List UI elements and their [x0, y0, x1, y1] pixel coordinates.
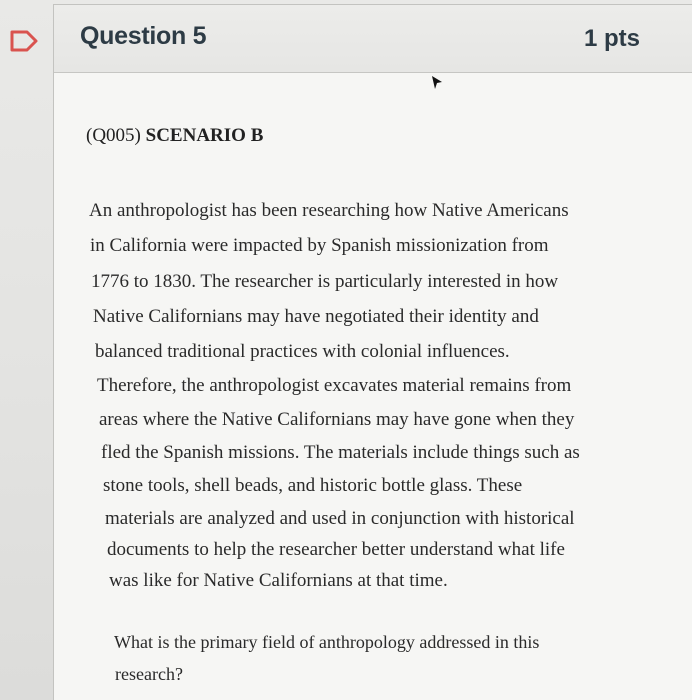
passage-line: Therefore, the anthropologist excavates material remains from: [97, 375, 572, 396]
passage-line: Native Californians may have negotiated their identity and: [93, 306, 539, 327]
bookmark-flag-icon[interactable]: [9, 29, 39, 53]
question-prompt-line: What is the primary field of anthropology addressed in this: [114, 632, 540, 652]
passage-line: areas where the Native Californians may have gone when they: [99, 409, 575, 430]
passage-line: 1776 to 1830. The researcher is particularly interested in how: [91, 271, 559, 292]
scenario-heading: [86, 125, 263, 147]
scenario-code: (Q005): [86, 125, 141, 146]
passage-line: stone tools, shell beads, and historic bottle glass. These: [103, 475, 523, 496]
passage-line: was like for Native Californians at that time.: [109, 570, 448, 591]
passage-line: materials are analyzed and used in conjunction with historical: [105, 508, 575, 529]
mouse-cursor-icon: [430, 75, 444, 91]
question-header: [54, 5, 692, 73]
passage-line: An anthropologist has been researching how Native Americans: [89, 200, 569, 221]
passage-line: documents to help the researcher better understand what life: [107, 539, 565, 560]
scenario-label: SCENARIO B: [145, 125, 264, 146]
passage-line: in California were impacted by Spanish missionization from: [90, 235, 549, 256]
question-title: Question 5: [80, 22, 207, 50]
passage-line: fled the Spanish missions. The materials include things such as: [101, 442, 580, 463]
question-prompt-line: research?: [115, 664, 183, 684]
passage-line: balanced traditional practices with colonial influences.: [95, 341, 510, 362]
question-points: 1 pts: [583, 25, 640, 52]
